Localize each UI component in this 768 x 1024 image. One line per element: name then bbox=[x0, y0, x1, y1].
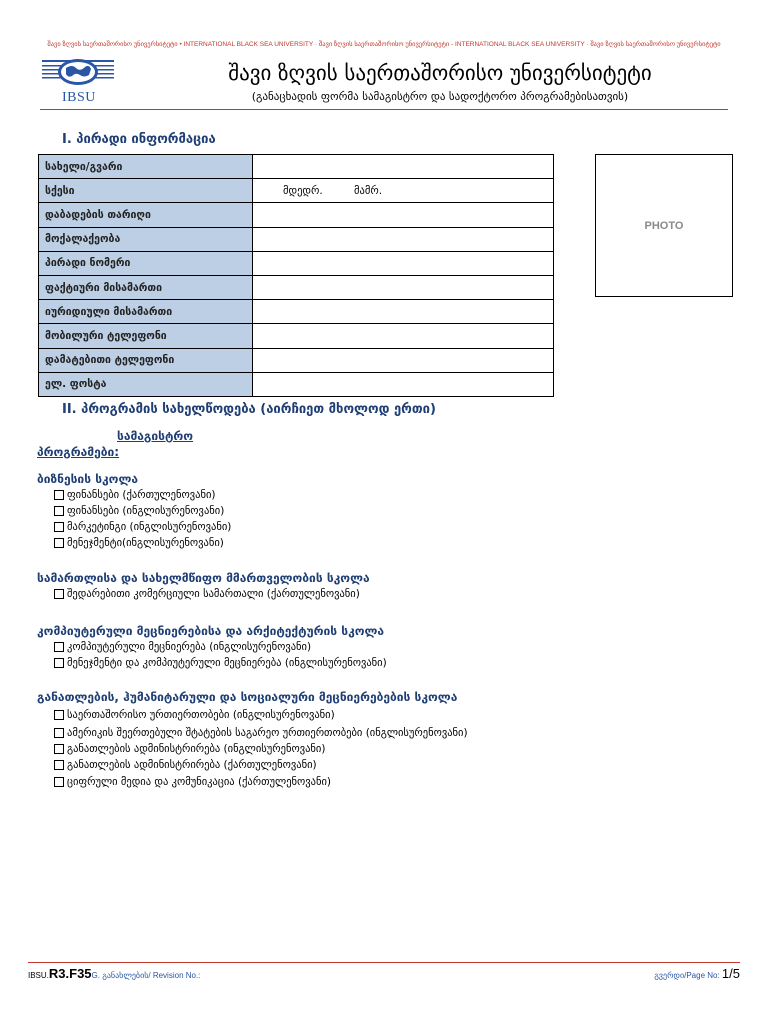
citizenship-field[interactable] bbox=[253, 227, 554, 251]
checkbox[interactable] bbox=[54, 522, 64, 532]
footer-code: R3.F35 bbox=[48, 966, 92, 981]
personal-number-field[interactable] bbox=[253, 251, 554, 275]
program-label: ამერიკის შეერთებული შტატების საგარეო ურთიერთობები (ინგლისურენოვანი) bbox=[67, 727, 468, 739]
masters-heading-line1: სამაგისტრო bbox=[117, 429, 194, 443]
program-label: საერთაშორისო ურთიერთობები (ინგლისურენოვანი) bbox=[67, 709, 335, 721]
full-name-field[interactable] bbox=[253, 155, 554, 179]
program-option[interactable] bbox=[54, 657, 387, 669]
table-row bbox=[39, 251, 554, 275]
page-subtitle: (განაცხადის ფორმა სამაგისტრო და სადოქტორო პროგრამებისათვის) bbox=[251, 90, 629, 103]
checkbox[interactable] bbox=[54, 744, 64, 754]
checkbox[interactable] bbox=[54, 642, 64, 652]
program-option[interactable] bbox=[54, 641, 311, 653]
checkbox[interactable] bbox=[54, 506, 64, 516]
program-option[interactable] bbox=[54, 709, 335, 721]
section-heading-program: II. პროგრამის სახელწოდება (აირჩიეთ მხოლოდ ერთი) bbox=[62, 402, 436, 417]
school-heading-computer-science: კომპიუტერული მეცნიერებისა და არქიტექტურის სკოლა bbox=[37, 624, 385, 638]
program-option[interactable] bbox=[54, 489, 215, 501]
checkbox[interactable] bbox=[54, 777, 64, 787]
header-divider bbox=[40, 109, 728, 110]
header-top-strip: შავი ზღვის საერთაშორისო უნივერსიტეტი • INTERNATIONAL BLACK SEA UNIVERSITY · შავი ზღვის საერთაშორისო უნივერსიტეტი - INTERNATIONAL BLACK SEA UNIVERSITY · შავი ზღვის საერთაშორისო უნივერსიტეტი bbox=[47, 41, 721, 48]
field-label-additional-phone: დამატებითი ტელეფონი bbox=[39, 348, 253, 372]
page-title: შავი ზღვის საერთაშორისო უნივერსიტეტი bbox=[228, 61, 652, 85]
program-label: მარკეტინგი (ინგლისურენოვანი) bbox=[67, 521, 232, 533]
footer-page-en: Page No: bbox=[686, 971, 722, 980]
footer-page-number bbox=[654, 966, 740, 981]
field-label-personal-number: პირადი ნომერი bbox=[39, 251, 253, 275]
program-label: მენეჯმენტი და კომპიუტერული მეცნიერება (ინგლისურენოვანი) bbox=[67, 657, 387, 669]
photo-label: PHOTO bbox=[644, 219, 684, 232]
program-option[interactable] bbox=[54, 743, 325, 755]
field-label-birth-date: დაბადების თარიღი bbox=[39, 203, 253, 227]
field-label-mobile-phone: მობილური ტელეფონი bbox=[39, 324, 253, 348]
checkbox[interactable] bbox=[54, 658, 64, 668]
masters-heading-line2: პროგრამები: bbox=[37, 445, 120, 459]
program-label: განათლების ადმინისტრირება (ინგლისურენოვანი) bbox=[67, 743, 326, 755]
footer-revision-en: Revision No.: bbox=[150, 971, 201, 980]
photo-box[interactable] bbox=[595, 154, 733, 297]
program-option[interactable] bbox=[54, 759, 317, 771]
table-row bbox=[39, 227, 554, 251]
program-label: კომპიუტერული მეცნიერება (ინგლისურენოვანი) bbox=[67, 641, 312, 653]
program-option[interactable] bbox=[54, 727, 468, 739]
program-option[interactable] bbox=[54, 521, 231, 533]
program-option[interactable] bbox=[54, 776, 331, 788]
program-option[interactable] bbox=[54, 505, 224, 517]
field-label-email: ელ. ფოსტა bbox=[39, 372, 253, 396]
table-row bbox=[39, 179, 554, 203]
program-option[interactable] bbox=[54, 588, 360, 600]
actual-address-field[interactable] bbox=[253, 275, 554, 299]
field-label-actual-address: ფაქტიური მისამართი bbox=[39, 275, 253, 299]
footer-page-geo: გვერდი/ bbox=[654, 971, 687, 980]
footer-revision-geo: G. განახლების/ bbox=[91, 971, 151, 980]
program-label: ფინანსები (ინგლისურენოვანი) bbox=[67, 505, 225, 517]
table-row bbox=[39, 275, 554, 299]
field-label-citizenship: მოქალაქეობა bbox=[39, 227, 253, 251]
gender-option-male[interactable]: მამრ. bbox=[354, 184, 383, 197]
field-label-name: სახელი/გვარი bbox=[39, 155, 253, 179]
footer-prefix: IBSU. bbox=[28, 971, 49, 980]
school-heading-business: ბიზნესის სკოლა bbox=[37, 472, 138, 486]
program-label: შედარებითი კომერციული სამართალი (ქართულენოვანი) bbox=[67, 588, 360, 600]
program-label: ციფრული მედია და კომუნიკაცია (ქართულენოვანი) bbox=[67, 776, 331, 788]
table-row bbox=[39, 348, 554, 372]
checkbox[interactable] bbox=[54, 760, 64, 770]
gender-option-female[interactable]: მდედრ. bbox=[283, 184, 323, 197]
checkbox[interactable] bbox=[54, 490, 64, 500]
footer-document-code bbox=[28, 966, 200, 981]
program-label: განათლების ადმინისტრირება (ქართულენოვანი) bbox=[67, 759, 317, 771]
table-row bbox=[39, 155, 554, 179]
table-row bbox=[39, 300, 554, 324]
checkbox[interactable] bbox=[54, 589, 64, 599]
email-field[interactable] bbox=[253, 372, 554, 396]
birth-date-field[interactable] bbox=[253, 203, 554, 227]
logo-text: IBSU bbox=[62, 90, 96, 105]
program-label: ფინანსები (ქართულენოვანი) bbox=[67, 489, 216, 501]
field-label-gender: სქესი bbox=[39, 179, 253, 203]
program-label: მენეჯმენტი(ინგლისურენოვანი) bbox=[67, 537, 224, 549]
gender-field[interactable] bbox=[253, 179, 554, 203]
mobile-phone-field[interactable] bbox=[253, 324, 554, 348]
footer-divider bbox=[28, 962, 740, 963]
section-heading-personal-info: I. პირადი ინფორმაცია bbox=[62, 132, 216, 147]
field-label-legal-address: იურიდიული მისამართი bbox=[39, 300, 253, 324]
checkbox[interactable] bbox=[54, 538, 64, 548]
school-heading-law: სამართლისა და სახელმწიფო მმართველობის სკოლა bbox=[37, 571, 370, 585]
personal-info-table bbox=[38, 154, 554, 397]
table-row bbox=[39, 203, 554, 227]
checkbox[interactable] bbox=[54, 728, 64, 738]
legal-address-field[interactable] bbox=[253, 300, 554, 324]
footer-page-value: 1/5 bbox=[721, 966, 740, 981]
table-row bbox=[39, 372, 554, 396]
checkbox[interactable] bbox=[54, 710, 64, 720]
program-option[interactable] bbox=[54, 537, 224, 549]
masters-programs-heading bbox=[37, 428, 193, 460]
additional-phone-field[interactable] bbox=[253, 348, 554, 372]
school-heading-education: განათლების, ჰუმანიტარული და სოციალური მეცნიერებების სკოლა bbox=[37, 690, 458, 704]
table-row bbox=[39, 324, 554, 348]
